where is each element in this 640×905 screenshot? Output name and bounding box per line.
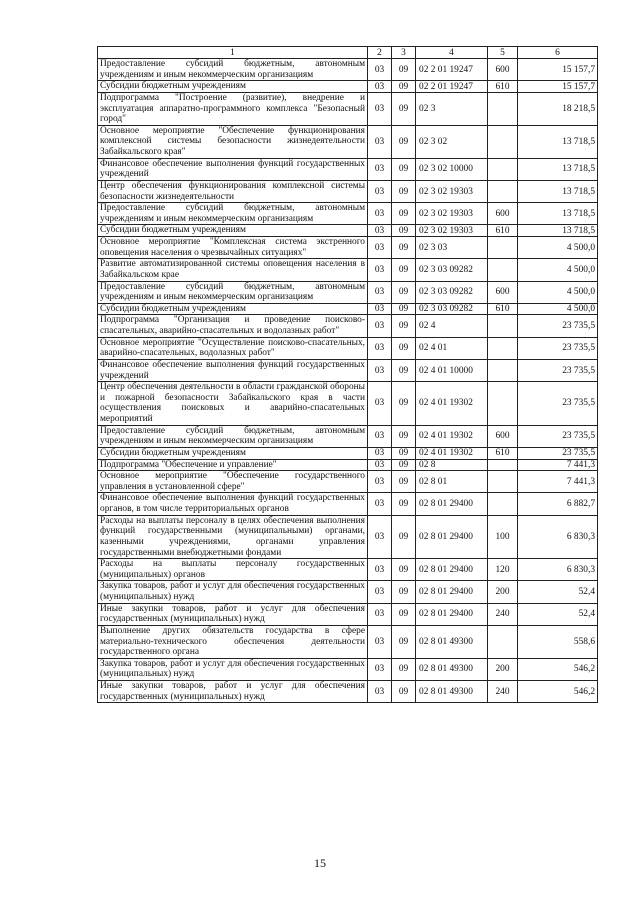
row-section: 03 — [368, 447, 392, 459]
row-amount: 6 830,3 — [518, 515, 598, 559]
table-row — [98, 425, 598, 447]
row-expense-type: 600 — [488, 281, 518, 303]
row-name: Иные закупки товаров, работ и услуг для обеспечения государственных (муниципальных) нужд — [98, 603, 368, 625]
row-section: 03 — [368, 471, 392, 493]
table-row — [98, 281, 598, 303]
table-row — [98, 92, 598, 125]
row-section: 03 — [368, 658, 392, 680]
row-amount: 23 735,5 — [518, 382, 598, 426]
row-target-code: 02 3 02 10000 — [416, 158, 488, 180]
row-target-code: 02 2 01 19247 — [416, 59, 488, 81]
row-expense-type — [488, 158, 518, 180]
row-section: 03 — [368, 493, 392, 515]
row-target-code: 02 2 01 19247 — [416, 81, 488, 93]
row-name: Расходы на выплаты персоналу в целях обеспечения выполнения функций государственными (муниципальными) органами, казенными учреждениями, органами управления государственными внебюджетными фондами — [98, 515, 368, 559]
row-amount: 4 500,0 — [518, 303, 598, 315]
row-amount: 23 735,5 — [518, 359, 598, 381]
column-header-subsection: 3 — [392, 47, 416, 59]
row-amount: 13 718,5 — [518, 203, 598, 225]
row-name: Иные закупки товаров, работ и услуг для обеспечения государственных (муниципальных) нужд — [98, 681, 368, 703]
column-header-expense-type: 5 — [488, 47, 518, 59]
row-expense-type: 610 — [488, 303, 518, 315]
row-subsection: 09 — [392, 125, 416, 158]
row-target-code: 02 4 01 — [416, 337, 488, 359]
row-name: Субсидии бюджетным учреждениям — [98, 303, 368, 315]
row-section: 03 — [368, 59, 392, 81]
row-expense-type — [488, 180, 518, 202]
row-subsection: 09 — [392, 493, 416, 515]
column-header-section: 2 — [368, 47, 392, 59]
row-target-code: 02 8 01 49300 — [416, 658, 488, 680]
row-amount: 23 735,5 — [518, 337, 598, 359]
row-expense-type: 600 — [488, 425, 518, 447]
row-target-code: 02 3 — [416, 92, 488, 125]
row-section: 03 — [368, 125, 392, 158]
table-header-row — [98, 47, 598, 59]
row-target-code: 02 8 01 — [416, 471, 488, 493]
row-subsection: 09 — [392, 81, 416, 93]
row-expense-type: 600 — [488, 203, 518, 225]
row-amount: 4 500,0 — [518, 281, 598, 303]
row-target-code: 02 3 02 19303 — [416, 203, 488, 225]
row-target-code: 02 3 02 19303 — [416, 180, 488, 202]
row-target-code: 02 3 02 — [416, 125, 488, 158]
row-section: 03 — [368, 303, 392, 315]
row-section: 03 — [368, 281, 392, 303]
row-amount: 6 830,3 — [518, 559, 598, 581]
table-row — [98, 359, 598, 381]
row-expense-type: 610 — [488, 225, 518, 237]
row-subsection: 09 — [392, 59, 416, 81]
row-name: Центр обеспечения функционирования комплексной системы безопасности жизнедеятельности — [98, 180, 368, 202]
row-subsection: 09 — [392, 658, 416, 680]
row-target-code: 02 8 01 49300 — [416, 625, 488, 658]
row-target-code: 02 4 01 10000 — [416, 359, 488, 381]
table-row — [98, 493, 598, 515]
row-expense-type — [488, 92, 518, 125]
row-name: Основное мероприятие "Комплексная система экстренного оповещения населения о чрезвычайных ситуациях" — [98, 237, 368, 259]
row-section: 03 — [368, 459, 392, 471]
row-subsection: 09 — [392, 471, 416, 493]
row-amount: 52,4 — [518, 603, 598, 625]
row-expense-type — [488, 315, 518, 337]
row-amount: 23 735,5 — [518, 315, 598, 337]
row-expense-type: 240 — [488, 681, 518, 703]
row-section: 03 — [368, 515, 392, 559]
row-target-code: 02 8 01 29400 — [416, 581, 488, 603]
row-subsection: 09 — [392, 237, 416, 259]
row-section: 03 — [368, 681, 392, 703]
table-row — [98, 59, 598, 81]
budget-sheet — [97, 46, 597, 703]
row-amount: 4 500,0 — [518, 259, 598, 281]
row-expense-type — [488, 359, 518, 381]
row-amount: 13 718,5 — [518, 125, 598, 158]
row-subsection: 09 — [392, 158, 416, 180]
table-row — [98, 447, 598, 459]
table-row — [98, 459, 598, 471]
row-expense-type — [488, 259, 518, 281]
table-row — [98, 259, 598, 281]
row-amount: 23 735,5 — [518, 447, 598, 459]
row-name: Основное мероприятие "Обеспечение функционирования комплексной системы безопасности жизнедеятельности Забайкальского края" — [98, 125, 368, 158]
row-section: 03 — [368, 559, 392, 581]
row-name: Расходы на выплаты персоналу государственных (муниципальных) органов — [98, 559, 368, 581]
row-name: Центр обеспечения деятельности в области гражданской обороны и пожарной безопасности Забайкальского края в части осуществления поисковых и аварийно-спасательных мероприятий — [98, 382, 368, 426]
row-subsection: 09 — [392, 315, 416, 337]
row-subsection: 09 — [392, 603, 416, 625]
table-row — [98, 382, 598, 426]
row-expense-type: 600 — [488, 59, 518, 81]
row-target-code: 02 8 01 29400 — [416, 515, 488, 559]
row-expense-type: 200 — [488, 581, 518, 603]
budget-table-body — [98, 47, 598, 703]
row-expense-type — [488, 382, 518, 426]
budget-table — [97, 46, 598, 703]
row-section: 03 — [368, 581, 392, 603]
column-header-amount: 6 — [518, 47, 598, 59]
row-name: Основное мероприятие "Обеспечение государственного управления в установленной сфере" — [98, 471, 368, 493]
table-row — [98, 581, 598, 603]
row-section: 03 — [368, 203, 392, 225]
table-row — [98, 559, 598, 581]
row-amount: 13 718,5 — [518, 225, 598, 237]
table-row — [98, 237, 598, 259]
row-amount: 7 441,3 — [518, 471, 598, 493]
row-subsection: 09 — [392, 359, 416, 381]
table-row — [98, 681, 598, 703]
row-name: Финансовое обеспечение выполнения функций государственных учреждений — [98, 158, 368, 180]
row-expense-type: 120 — [488, 559, 518, 581]
table-row — [98, 81, 598, 93]
row-target-code: 02 8 01 49300 — [416, 681, 488, 703]
row-section: 03 — [368, 259, 392, 281]
row-subsection: 09 — [392, 515, 416, 559]
row-amount: 7 441,3 — [518, 459, 598, 471]
row-section: 03 — [368, 92, 392, 125]
row-amount: 15 157,7 — [518, 59, 598, 81]
row-amount: 6 882,7 — [518, 493, 598, 515]
row-name: Субсидии бюджетным учреждениям — [98, 447, 368, 459]
table-row — [98, 603, 598, 625]
row-subsection: 09 — [392, 259, 416, 281]
row-expense-type — [488, 471, 518, 493]
row-target-code: 02 8 01 29400 — [416, 603, 488, 625]
row-subsection: 09 — [392, 625, 416, 658]
row-amount: 52,4 — [518, 581, 598, 603]
row-amount: 546,2 — [518, 658, 598, 680]
row-subsection: 09 — [392, 447, 416, 459]
row-expense-type — [488, 125, 518, 158]
row-target-code: 02 4 01 19302 — [416, 382, 488, 426]
row-name: Предоставление субсидий бюджетным, автономным учреждениям и иным некоммерческим организациям — [98, 281, 368, 303]
row-section: 03 — [368, 337, 392, 359]
row-name: Подпрограмма "Построение (развитие), внедрение и эксплуатация аппаратно-программного комплекса "Безопасный город" — [98, 92, 368, 125]
table-row — [98, 625, 598, 658]
row-name: Закупка товаров, работ и услуг для обеспечения государственных (муниципальных) нужд — [98, 658, 368, 680]
row-expense-type — [488, 337, 518, 359]
row-expense-type — [488, 625, 518, 658]
row-subsection: 09 — [392, 92, 416, 125]
table-row — [98, 515, 598, 559]
row-target-code: 02 4 01 19302 — [416, 425, 488, 447]
row-expense-type: 240 — [488, 603, 518, 625]
row-amount: 4 500,0 — [518, 237, 598, 259]
table-row — [98, 203, 598, 225]
row-amount: 13 718,5 — [518, 180, 598, 202]
page-number: 15 — [314, 856, 326, 870]
row-section: 03 — [368, 625, 392, 658]
row-section: 03 — [368, 315, 392, 337]
row-section: 03 — [368, 237, 392, 259]
row-section: 03 — [368, 81, 392, 93]
row-name: Финансовое обеспечение выполнения функций государственных органов, в том числе территориальных органов — [98, 493, 368, 515]
row-section: 03 — [368, 382, 392, 426]
row-name: Субсидии бюджетным учреждениям — [98, 81, 368, 93]
row-name: Субсидии бюджетным учреждениям — [98, 225, 368, 237]
row-amount: 546,2 — [518, 681, 598, 703]
row-subsection: 09 — [392, 303, 416, 315]
row-section: 03 — [368, 180, 392, 202]
row-target-code: 02 3 03 — [416, 237, 488, 259]
row-subsection: 09 — [392, 681, 416, 703]
row-target-code: 02 3 02 19303 — [416, 225, 488, 237]
row-section: 03 — [368, 603, 392, 625]
row-amount: 15 157,7 — [518, 81, 598, 93]
table-row — [98, 471, 598, 493]
row-target-code: 02 8 — [416, 459, 488, 471]
column-header-name: 1 — [98, 47, 368, 59]
table-row — [98, 303, 598, 315]
row-subsection: 09 — [392, 281, 416, 303]
row-expense-type: 200 — [488, 658, 518, 680]
row-subsection: 09 — [392, 203, 416, 225]
table-row — [98, 315, 598, 337]
row-expense-type: 100 — [488, 515, 518, 559]
table-row — [98, 158, 598, 180]
row-target-code: 02 4 — [416, 315, 488, 337]
row-target-code: 02 3 03 09282 — [416, 303, 488, 315]
row-subsection: 09 — [392, 337, 416, 359]
row-name: Развитие автоматизированной системы оповещения населения в Забайкальском крае — [98, 259, 368, 281]
row-expense-type — [488, 237, 518, 259]
row-subsection: 09 — [392, 425, 416, 447]
row-target-code: 02 3 03 09282 — [416, 259, 488, 281]
row-section: 03 — [368, 425, 392, 447]
column-header-target-code: 4 — [416, 47, 488, 59]
row-amount: 13 718,5 — [518, 158, 598, 180]
row-subsection: 09 — [392, 459, 416, 471]
row-target-code: 02 3 03 09282 — [416, 281, 488, 303]
row-amount: 558,6 — [518, 625, 598, 658]
row-expense-type — [488, 459, 518, 471]
row-expense-type: 610 — [488, 447, 518, 459]
row-name: Предоставление субсидий бюджетным, автономным учреждениям и иным некоммерческим организациям — [98, 425, 368, 447]
row-name: Подпрограмма "Обеспечение и управление" — [98, 459, 368, 471]
row-target-code: 02 8 01 29400 — [416, 493, 488, 515]
row-name: Подпрограмма "Организация и проведение поисково-спасательных, аварийно-спасательных и водолазных работ" — [98, 315, 368, 337]
row-amount: 23 735,5 — [518, 425, 598, 447]
row-subsection: 09 — [392, 382, 416, 426]
table-row — [98, 125, 598, 158]
row-subsection: 09 — [392, 225, 416, 237]
row-subsection: 09 — [392, 559, 416, 581]
row-expense-type: 610 — [488, 81, 518, 93]
row-section: 03 — [368, 225, 392, 237]
row-name: Предоставление субсидий бюджетным, автономным учреждениям и иным некоммерческим организациям — [98, 203, 368, 225]
table-row — [98, 180, 598, 202]
row-target-code: 02 4 01 19302 — [416, 447, 488, 459]
row-section: 03 — [368, 158, 392, 180]
row-name: Финансовое обеспечение выполнения функций государственных учреждений — [98, 359, 368, 381]
row-name: Выполнение других обязательств государства в сфере материально-технического обеспечения деятельности государственного органа — [98, 625, 368, 658]
row-subsection: 09 — [392, 180, 416, 202]
row-name: Основное мероприятие "Осуществление поисково-спасательных, аварийно-спасательных, водолазных работ" — [98, 337, 368, 359]
table-row — [98, 337, 598, 359]
row-target-code: 02 8 01 29400 — [416, 559, 488, 581]
row-subsection: 09 — [392, 581, 416, 603]
row-expense-type — [488, 493, 518, 515]
row-name: Предоставление субсидий бюджетным, автономным учреждениям и иным некоммерческим организациям — [98, 59, 368, 81]
row-amount: 18 218,5 — [518, 92, 598, 125]
row-name: Закупка товаров, работ и услуг для обеспечения государственных (муниципальных) нужд — [98, 581, 368, 603]
table-row — [98, 658, 598, 680]
table-row — [98, 225, 598, 237]
row-section: 03 — [368, 359, 392, 381]
